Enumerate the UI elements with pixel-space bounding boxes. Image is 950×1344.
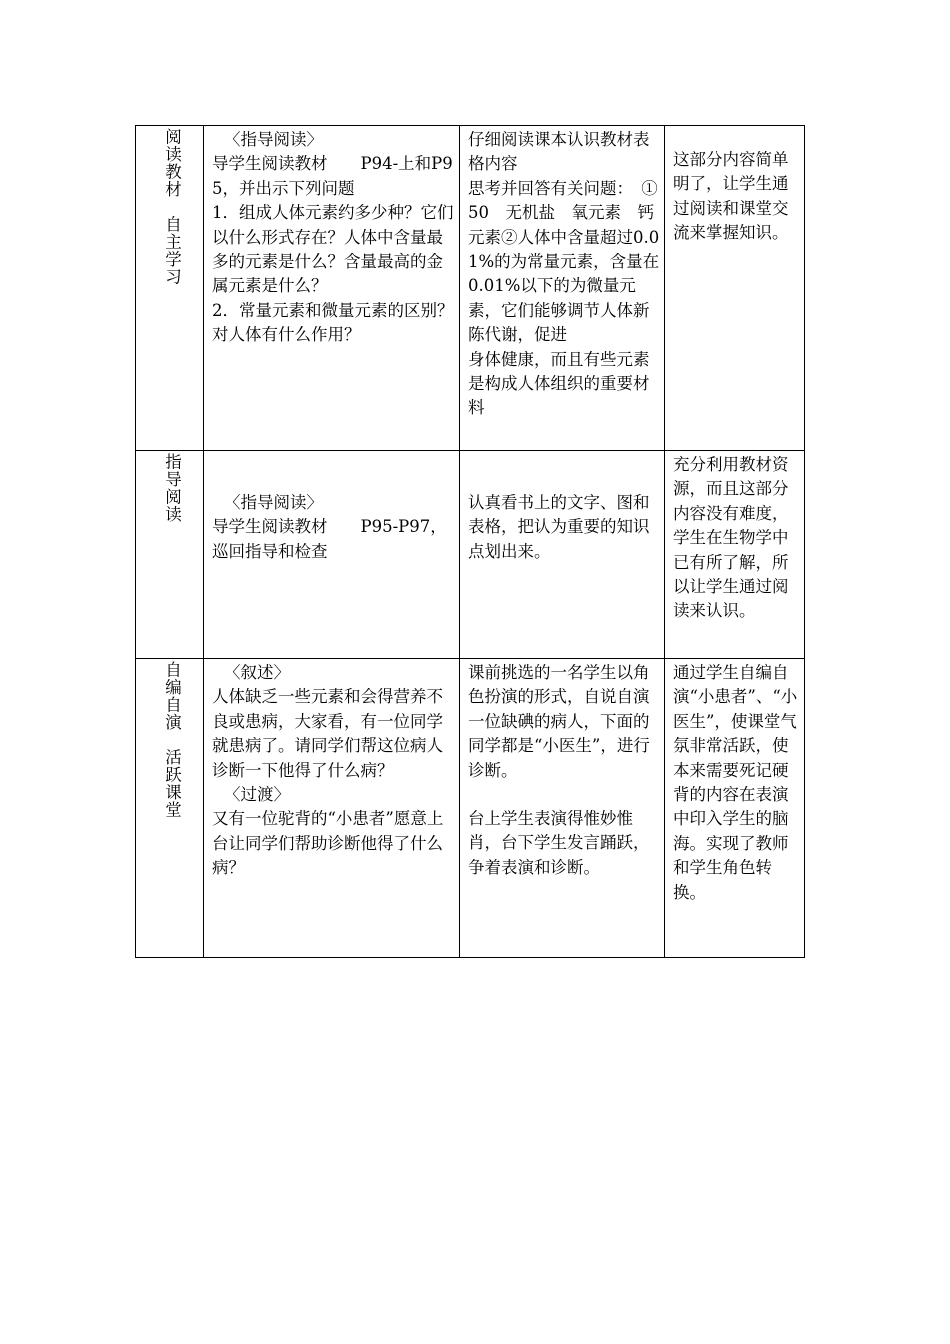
design-intent-text: 通过学生自编自演“小患者”、“小医生”，使课堂气氛非常活跃，使本来需要死记硬背的内容在表演中印入学生的脑海。实现了教师和学生角色转换。 bbox=[673, 663, 798, 902]
teacher-activity-cell bbox=[204, 659, 460, 958]
teacher-activity-text: 导学生阅读教材 P95-P97， bbox=[212, 517, 447, 537]
teacher-activity-cell bbox=[204, 451, 460, 659]
student-activity-text: 身体健康，而且有些元素是构成人体组织的重要材料 bbox=[468, 349, 650, 418]
student-activity-text: 台上学生表演得惟妙惟肖，台下学生发言踊跃，争着表演和诊断。 bbox=[468, 809, 650, 877]
teacher-activity-cell bbox=[204, 126, 460, 451]
teacher-activity-text: 巡回指导和检查 bbox=[212, 541, 328, 561]
student-activity-spacer bbox=[468, 783, 660, 807]
teacher-activity-text: 1．组成人体元素约多少种？它们以什么形式存在？人体中含量最多的元素是什么？含量最高的金属元素是什么？ bbox=[212, 203, 454, 296]
student-activity-text: 仔细阅读课本认识教材表格内容 bbox=[468, 130, 650, 174]
teacher-activity-text: 〈指导阅读〉 bbox=[224, 130, 323, 149]
lesson-plan-table bbox=[135, 125, 805, 958]
stage-cell bbox=[136, 659, 204, 958]
teacher-activity-text: 导学生阅读教材 P94-上和P95，并出示下列问题 bbox=[212, 154, 453, 198]
table-row bbox=[136, 659, 805, 958]
teacher-activity-text: 2．常量元素和微量元素的区别？对人体有什么作用？ bbox=[212, 300, 454, 345]
stage-label: 阅读教材 自主学习 bbox=[162, 128, 182, 286]
design-intent-text: 这部分内容简单明了，让学生通过阅读和课堂交流来掌握知识。 bbox=[673, 150, 789, 243]
teacher-activity-text: 〈过渡〉 bbox=[224, 785, 290, 805]
student-activity-text: 认真看书上的文字、图和表格，把认为重要的知识点划出来。 bbox=[468, 493, 650, 561]
stage-cell bbox=[136, 451, 204, 659]
teacher-activity-text: 又有一位驼背的“小患者”愿意上台让同学们帮助诊断他得了什么病？ bbox=[212, 809, 444, 878]
teacher-activity-text: 〈指导阅读〉 bbox=[224, 493, 323, 512]
student-activity-cell bbox=[460, 659, 665, 958]
student-activity-cell bbox=[460, 451, 665, 659]
table-row bbox=[136, 451, 805, 659]
stage-label: 指导阅读 bbox=[162, 453, 182, 523]
student-activity-cell bbox=[460, 126, 665, 451]
table-row bbox=[136, 126, 805, 451]
design-intent-cell bbox=[665, 451, 805, 659]
student-activity-text: 课前挑选的一名学生以角色扮演的形式，自说自演一位缺碘的病人，下面的同学都是“小医生”，进行诊断。 bbox=[468, 663, 650, 780]
stage-label: 自编自演 活跃课堂 bbox=[162, 661, 182, 819]
design-intent-cell bbox=[665, 659, 805, 958]
teacher-activity-text: 人体缺乏一些元素和会得营养不良或患病，大家看，有一位同学就患病了。请同学们帮这位病人诊断一下他得了什么病？ bbox=[212, 687, 443, 780]
stage-cell bbox=[136, 126, 204, 451]
design-intent-cell bbox=[665, 126, 805, 451]
design-intent-text: 充分利用教材资源，而且这部分内容没有难度，学生在生物学中已有所了解，所以让学生通过阅读来认识。 bbox=[673, 455, 789, 621]
student-activity-text: 思考并回答有关问题： ①50 无机盐 氧元素 钙元素②人体中含量超过0.01%的为常量元素，含量在0.01%以下的为微量元素，它们能够调节人体新陈代谢，促进 bbox=[468, 178, 660, 345]
teacher-activity-text: 〈叙述〉 bbox=[224, 663, 290, 682]
